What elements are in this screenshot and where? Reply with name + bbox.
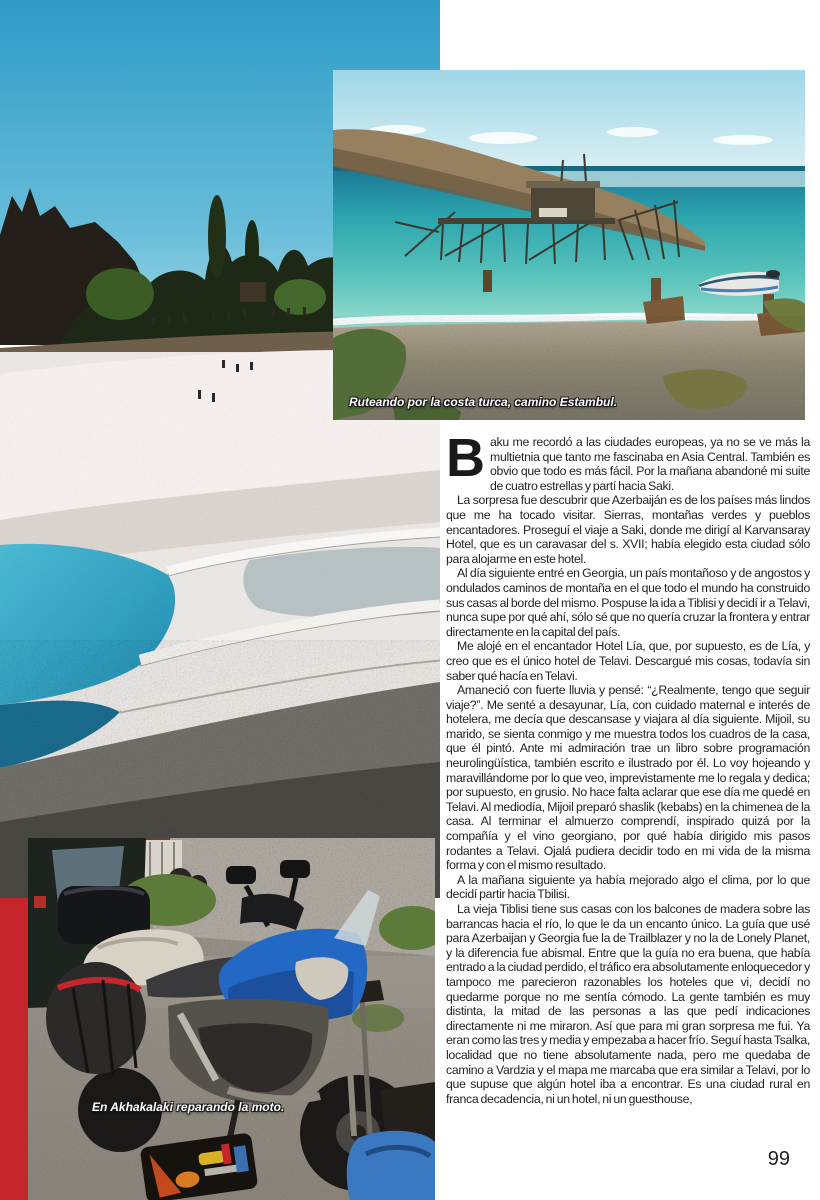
page-number: 99: [767, 1148, 790, 1170]
drop-cap: B: [446, 428, 485, 488]
red-accent-stripe: [0, 898, 28, 1200]
paragraph: Me alojé en el encantador Hotel Lía, que, por supuesto, es de Lía, y creo que es el único hotel de Telavi. Descargué mis cosas, todavía sin saber qué hacía en Telavi.: [446, 639, 810, 683]
paragraph: Al día siguiente entré en Georgia, un país montañoso y de angostos y ondulados caminos de montaña en el que todo el mundo ha construido sus casas al borde del mismo. Pospuse la ida a Tiblisi y decidí ir a Telavi, nunca supe por qué ahí, sólo sé que no quería cruzar la frontera y entrar directamente en la capital del país.: [446, 566, 810, 639]
article-body: [446, 428, 810, 1106]
photo-turkish-coast: [333, 70, 805, 420]
paragraph: La sorpresa fue descubrir que Azerbaiján es de los países más lindos que me ha tocado visitar. Sierras, montañas verdes y pueblos encantadores. Proseguí el viaje a Saki, donde me dirigí al Karvansaray Hotel, que es un caravasar del s. XVII; había elegido esta ciudad sólo para alojarme en este hotel.: [446, 493, 810, 566]
paragraph: A la mañana siguiente ya había mejorado algo el clima, por lo que decidí partir hacia Tbilisi.: [446, 872, 810, 902]
paragraph: [446, 428, 810, 493]
coast-illustration: [333, 70, 805, 420]
paragraph: La vieja Tiblisi tiene sus casas con los balcones de madera sobre las barrancas hacia el río, lo que le da un encanto único. La guía que usé para Azerbaijan y Georgia fue la de Trailblazer y no la de Lonely Planet, y la diferencia fue abismal. Entre que la guía no era buena, que había entrado a la ciudad perdido, el tráfico era absolutamente enloquecedor y tampoco me parecieron razonables los hoteles que vi, decidí no quedarme porque no me sentía cómodo. La gente también es muy distinta, la mitad de las personas a las que pedí indicaciones directamente ni me miraron. Así que para mi gran sorpresa me fui. Ya eran como las tres y media y empezaba a hacer frío. Seguí hasta Tsalka, localidad que no tiene absolutamente nada, pero me quedaba de camino a Vardzia y el mapa me marcaba que era similar a Telavi, por lo que supuse que algún hotel iba a encontrar. Es una ciudad rural en franca decadencia, ni un hotel, ni un guesthouse,: [446, 902, 810, 1106]
photo-caption-moto: En Akhakalaki reparando la moto.: [92, 1100, 285, 1114]
motorcycle-illustration: [28, 838, 435, 1200]
paragraph: Amaneció con fuerte lluvia y pensé: “¿Realmente, tengo que seguir viaje?”. Me senté a desayunar, Lía, con cuidado maternal e interés de hotelera, me decía que descansase y viajara al día siguiente. Mijoil, su marido, se sienta conmigo y me muestra todos los cuadros de la casa, que él pintó. Ante mi admiración trae un libro sobre programación neurolingüística, también escrito e ilustrado por él. Lo voy hojeando y maravillándome por lo que veo, imprevistamente me lo regala y dedica; por supuesto, en grusio. No hace falta aclarar que ese día me quedé en Telavi. Al mediodía, Mijoil preparó shaslik (kebabs) en la chimenea de la casa. Al terminar el almuerzo comprendí, inspirado quizá por la compañía y el vino georgiano, por qué había dirigido mis pasos rodantes a Telavi. Ojalá pudiera decidir todo en mi vida de la misma forma y con el mismo resultado.: [446, 683, 810, 873]
photo-caption-coast: Ruteando por la costa turca, camino Estambul.: [349, 395, 618, 409]
photo-motorcycle-repair: [28, 838, 435, 1200]
paragraph-text: aku me recordó a las ciudades europeas, ya no se ve más la multietnia que tanto me fascinaba en Asia Central. También es obvio que todo es más fácil. Por la mañana abandoné mi suite de cuatro estrellas y partí hacia Saki.: [490, 435, 810, 493]
